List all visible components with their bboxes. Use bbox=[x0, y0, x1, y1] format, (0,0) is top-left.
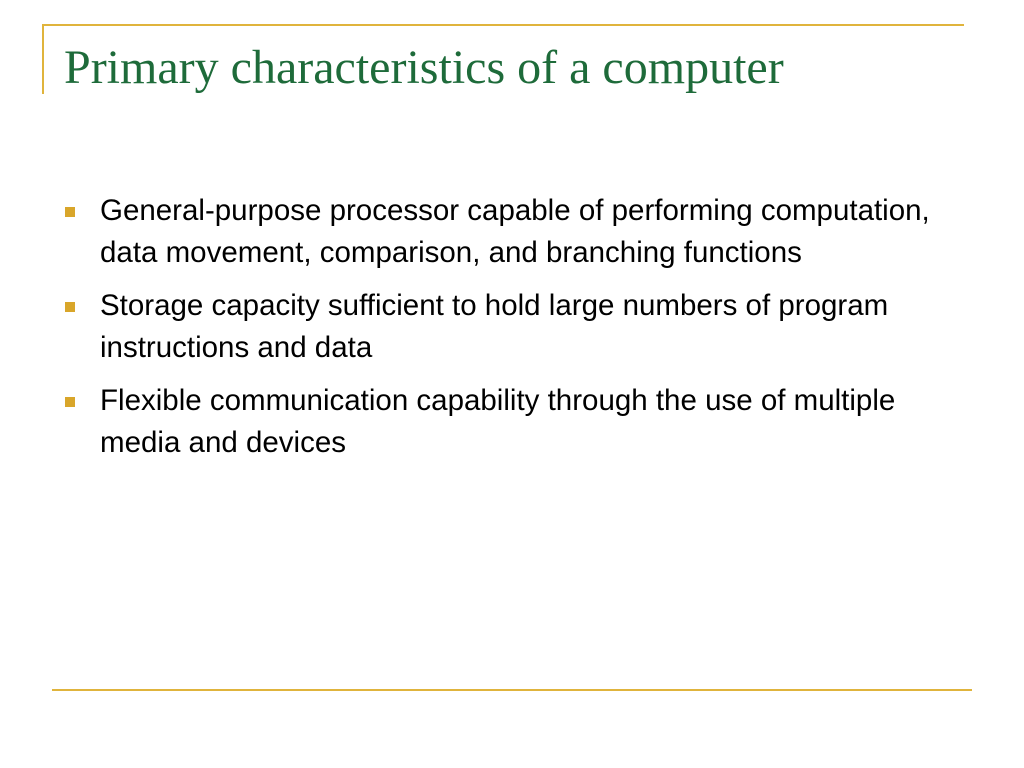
square-bullet-icon bbox=[65, 207, 75, 217]
bottom-border-line bbox=[52, 689, 972, 691]
top-border-line bbox=[42, 24, 964, 26]
bullet-text: Storage capacity sufficient to hold large numbers of program instructions and data bbox=[100, 289, 889, 364]
bullet-list bbox=[62, 190, 982, 475]
bullet-item bbox=[62, 380, 982, 464]
bullet-item bbox=[62, 285, 982, 369]
square-bullet-icon bbox=[65, 397, 75, 407]
bullet-item bbox=[62, 190, 982, 274]
left-border-line bbox=[42, 24, 44, 94]
slide-title: Primary characteristics of a computer bbox=[64, 41, 784, 94]
bullet-text: General-purpose processor capable of performing computation, data movement, comparison, and branching functions bbox=[100, 194, 930, 269]
square-bullet-icon bbox=[65, 302, 75, 312]
bullet-text: Flexible communication capability through the use of multiple media and devices bbox=[100, 384, 896, 459]
